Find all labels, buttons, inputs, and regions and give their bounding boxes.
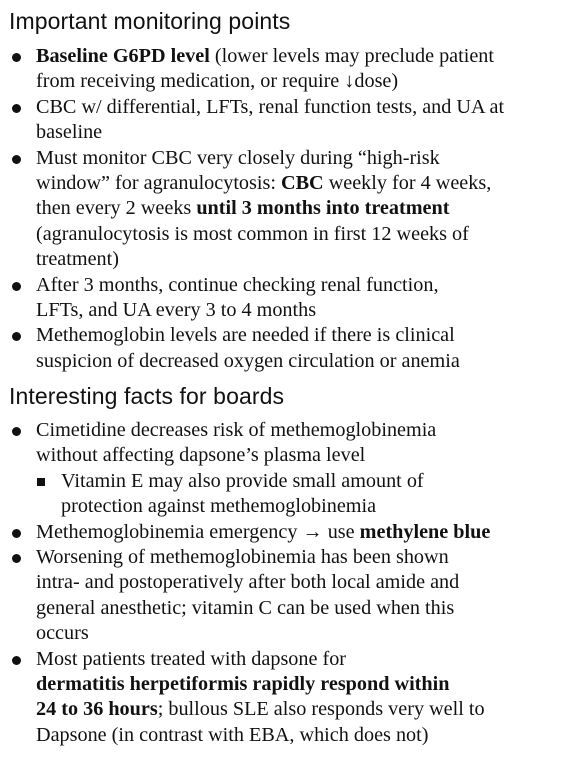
sub-list-item [0,469,564,520]
text-line: baseline [36,121,103,144]
section-heading-monitoring: Important monitoring points [9,8,291,34]
text: weekly for 4 weeks, [323,172,492,195]
bullet-icon [12,332,21,341]
bullet-icon [12,53,21,62]
bold-text: dermatitis herpetiformis rapidly respond within [36,673,450,696]
text-line: treatment) [36,248,119,271]
text-line [36,44,560,69]
text-line: Cimetidine decreases risk of methemoglobinemia [36,419,437,441]
bullet-icon [12,155,21,164]
bullet-icon [12,656,21,665]
text-line: Vitamin E may also provide small amount of [61,469,424,492]
text-line: After 3 months, continue checking renal function, [36,273,439,296]
bold-text: methylene blue [359,520,491,543]
text-line: CBC w/ differential, LFTs, renal function tests, and UA at [36,95,505,118]
text-line: Must monitor CBC very closely during “high-risk [36,146,440,169]
bullet-icon [12,427,21,436]
monitoring-list [0,44,564,374]
list-item [0,44,564,95]
boards-list [0,418,564,748]
text-line: occurs [36,622,89,645]
text-line: from receiving medication, or require ↓dose) [36,70,399,93]
text-line: LFTs, and UA every 3 to 4 months [36,299,317,322]
text: Methemoglobinemia emergency → use [36,520,360,543]
text-line: Worsening of methemoglobinemia has been shown [36,546,449,569]
list-item [0,545,564,647]
list-item [0,647,564,749]
text-line [36,520,560,545]
list-item [0,95,564,146]
bullet-icon [12,282,21,291]
list-item [0,520,564,545]
list-item [0,146,564,273]
bold-text: CBC [281,172,324,195]
text-line: general anesthetic; vitamin C can be used when this [36,596,455,619]
text: then every 2 weeks [36,197,197,220]
bold-text: until 3 months into treatment [196,197,450,220]
list-item [0,323,564,374]
text-line: (agranulocytosis is most common in first 12 weeks of [36,222,469,245]
text-line: without affecting dapsone’s plasma level [36,444,366,467]
square-bullet-icon [37,478,45,486]
text-line: intra- and postoperatively after both local amide and [36,571,460,594]
text-line [36,196,560,221]
list-item [0,418,564,469]
text-line: protection against methemoglobinemia [61,495,377,518]
bullet-icon [12,554,21,563]
bullet-icon [12,104,21,113]
text-line [36,171,560,196]
bullet-icon [12,529,21,538]
text-line: suspicion of decreased oxygen circulation or anemia [36,349,460,372]
list-item [0,273,564,324]
text: (lower levels may preclude patient [209,45,495,67]
section-heading-boards: Interesting facts for boards [9,383,285,409]
text: window” for agranulocytosis: [36,172,282,195]
text-line: Dapsone (in contrast with EBA, which does not) [36,723,429,746]
text-line [36,697,560,722]
bold-text: 24 to 36 hours [36,698,158,721]
text-line: Methemoglobin levels are needed if there is clinical [36,324,455,347]
text: ; bullous SLE also responds very well to [157,698,485,721]
text-line [36,672,560,697]
text-line: Most patients treated with dapsone for [36,647,347,670]
bold-text: Baseline G6PD level [36,45,210,67]
